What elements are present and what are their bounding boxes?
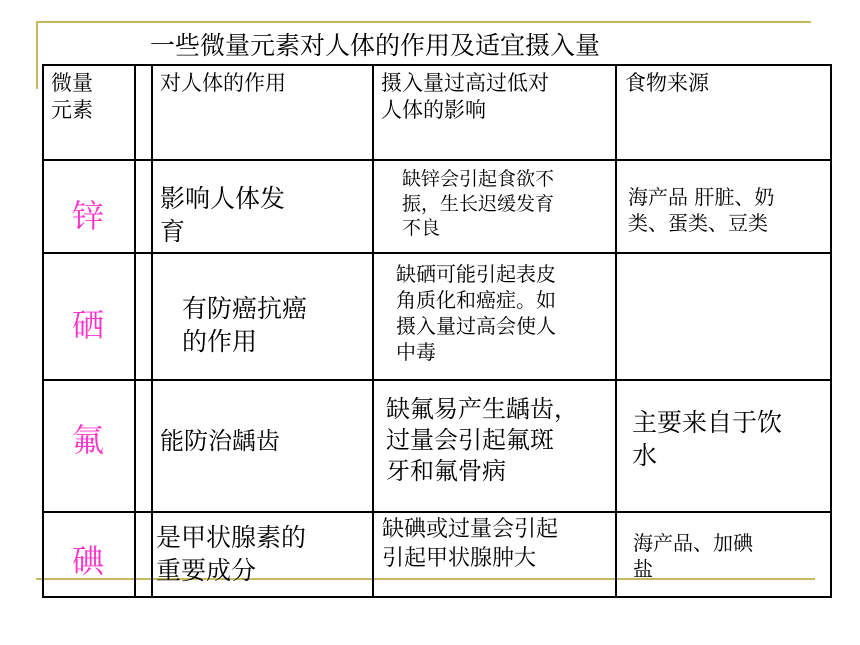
- intake-zinc: 缺锌会引起食欲不 振，生长迟缓发育 不良: [402, 168, 555, 240]
- header-effect: 对人体的作用: [160, 71, 286, 95]
- row-divider: [42, 511, 832, 513]
- col-divider: [372, 64, 374, 598]
- table-border-top: [42, 64, 832, 66]
- source-fluorine: 主要来自于饮 水: [632, 408, 783, 470]
- decor-left-line: [36, 21, 38, 89]
- source-zinc: 海产品 肝脏、奶 类、蛋类、豆类: [628, 185, 775, 235]
- row-divider: [42, 252, 832, 254]
- col-divider: [134, 64, 136, 598]
- effect-fluorine: 能防治龋齿: [160, 427, 280, 455]
- header-intake: 摄入量过高过低对 人体的影响: [381, 71, 549, 123]
- intake-iodine: 缺碘或过量会引起 引起甲状腺肿大: [382, 517, 559, 571]
- row-divider: [42, 379, 832, 381]
- element-zinc: 锌: [72, 197, 105, 235]
- row-divider: [42, 159, 832, 161]
- header-element: 微量 元素: [51, 71, 93, 123]
- effect-selenium: 有防癌抗癌 的作用: [182, 294, 308, 356]
- decor-top-line: [36, 21, 811, 23]
- element-fluorine: 氟: [72, 421, 105, 459]
- intake-selenium: 缺硒可能引起表皮 角质化和癌症。如 摄入量过高会使人 中毒: [396, 262, 556, 364]
- effect-zinc: 影响人体发 育: [160, 184, 286, 246]
- effect-iodine: 是甲状腺素的 重要成分: [156, 523, 307, 585]
- col-divider: [615, 64, 617, 598]
- table-border-right: [830, 64, 832, 598]
- source-iodine: 海产品、加碘 盐: [633, 531, 753, 581]
- intake-fluorine: 缺氟易产生龋齿， 过量会引起氟斑 牙和氟骨病: [386, 395, 578, 486]
- table-border-left: [42, 64, 44, 598]
- element-selenium: 硒: [72, 306, 105, 344]
- element-iodine: 碘: [72, 542, 105, 580]
- table-border-bottom: [42, 596, 832, 598]
- slide-title: 一些微量元素对人体的作用及适宜摄入量: [150, 31, 601, 60]
- header-source: 食物来源: [625, 71, 709, 95]
- col-divider: [151, 64, 153, 598]
